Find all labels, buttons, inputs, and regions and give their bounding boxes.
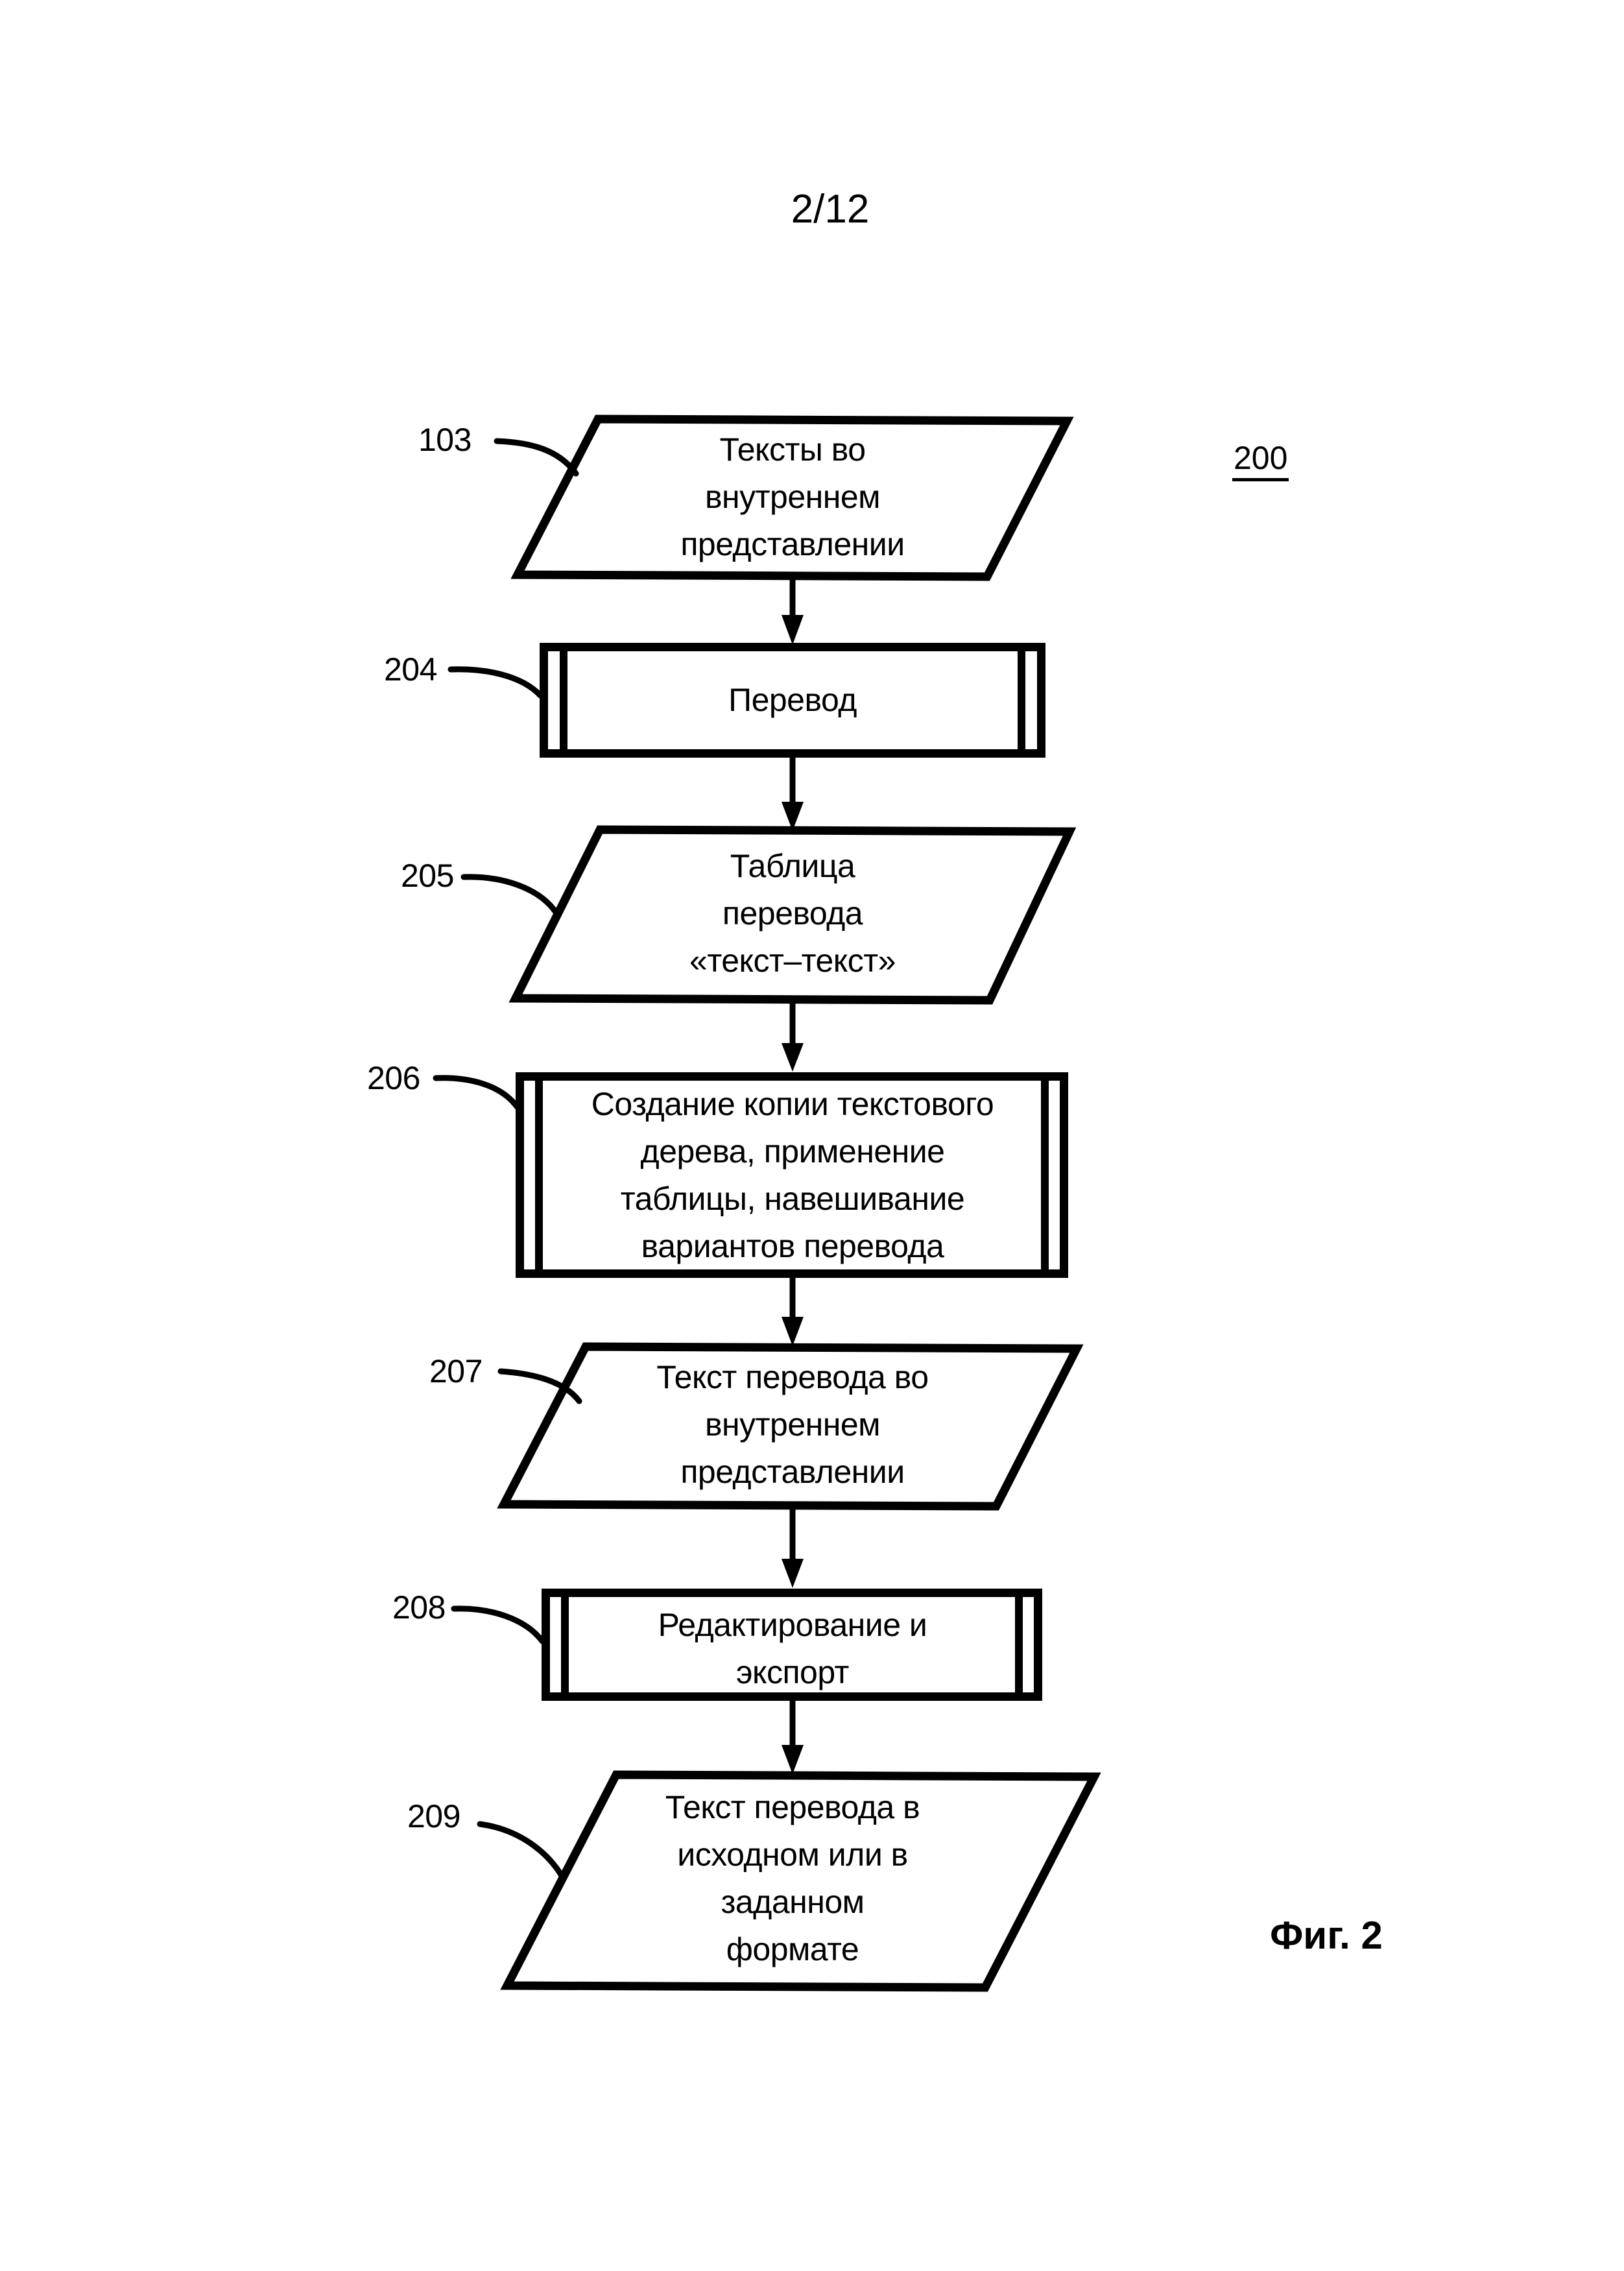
ref-label-206: 206	[367, 1060, 420, 1096]
diagram-ref-200: 200	[1232, 440, 1289, 481]
ref-label-209: 209	[407, 1798, 460, 1834]
arrowhead-icon	[782, 1745, 804, 1774]
page-number: 2/12	[791, 187, 870, 232]
arrowhead-icon	[782, 615, 804, 645]
ref-label-103: 103	[418, 422, 472, 458]
node-204-text: Перевод	[728, 682, 857, 718]
ref-label-204: 204	[384, 651, 437, 688]
leader-204	[451, 669, 540, 695]
node-206-text: Создание копии текстового дерева, применение таблицы, навешивание вариантов перевода	[591, 1086, 994, 1264]
arrow-205-to-206	[782, 999, 804, 1072]
ref-label-208: 208	[392, 1589, 446, 1626]
arrowhead-icon	[782, 1559, 804, 1588]
leader-209	[480, 1824, 563, 1878]
node-205-text: Таблица перевода «текст–текст»	[689, 848, 896, 979]
arrow-208-to-209	[782, 1700, 804, 1774]
ref-label-205: 205	[401, 858, 454, 894]
ref-label-207: 207	[429, 1353, 483, 1389]
node-209-text: Текст перевода в исходном или в заданном формате	[665, 1789, 920, 1967]
arrowhead-icon	[782, 1317, 804, 1346]
arrow-207-to-208	[782, 1505, 804, 1588]
arrow-204-to-205	[782, 756, 804, 831]
arrow-103-to-204	[782, 576, 804, 645]
leader-205	[464, 877, 556, 913]
leader-206	[436, 1078, 517, 1107]
leader-208	[454, 1609, 542, 1641]
node-103-text: Тексты во внутреннем представлении	[680, 431, 905, 562]
node-208-text: Редактирование и экспорт	[658, 1607, 927, 1690]
node-207-text: Текст перевода во внутреннем представлении	[656, 1359, 929, 1490]
leader-103	[497, 441, 576, 474]
arrowhead-icon	[782, 1043, 804, 1072]
arrow-206-to-207	[782, 1277, 804, 1346]
figure-caption: Фиг. 2	[1270, 1914, 1383, 1957]
